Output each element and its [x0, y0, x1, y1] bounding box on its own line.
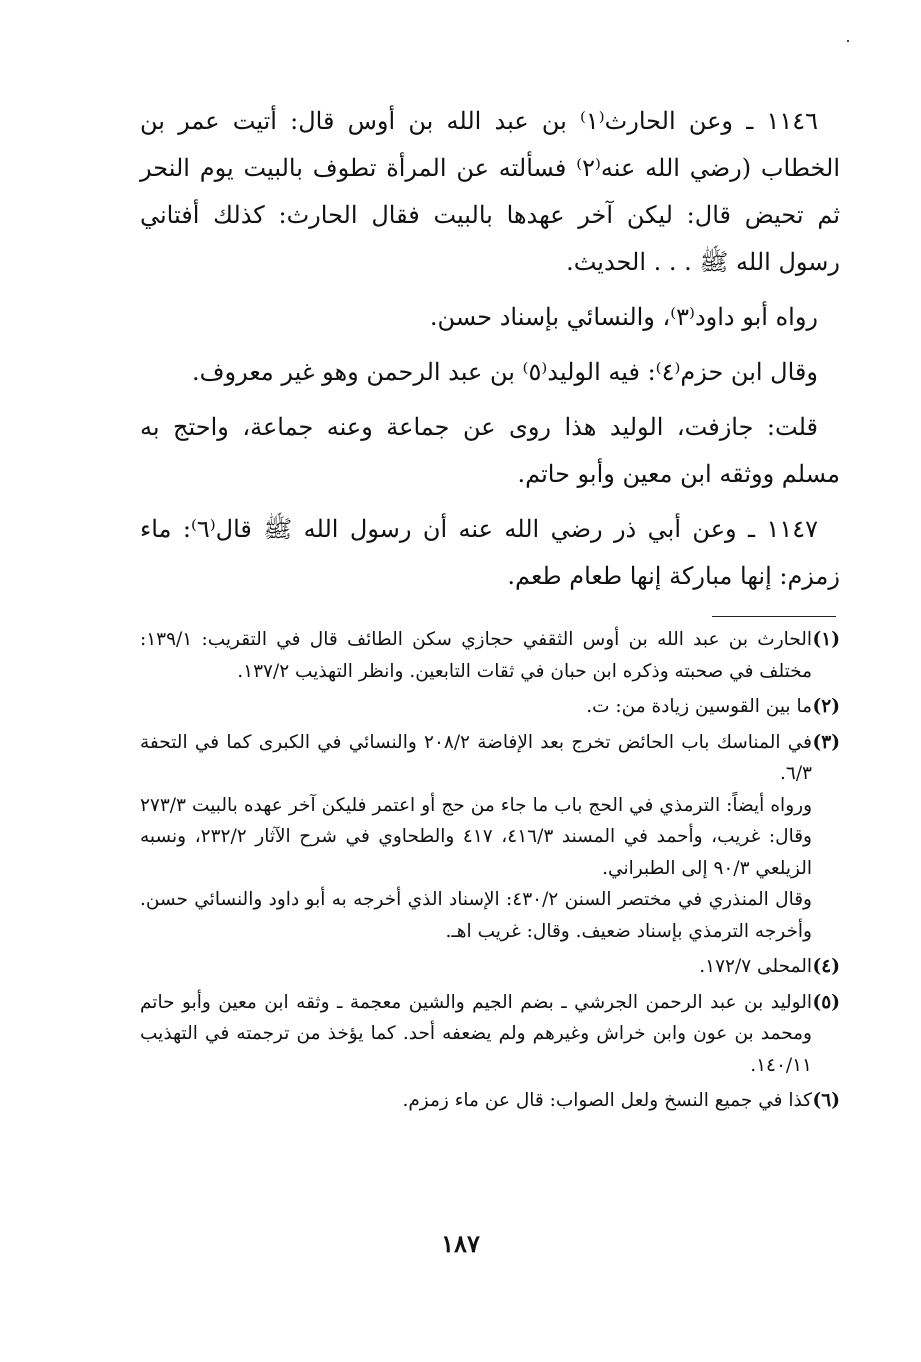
footnote-text: الوليد بن عبد الرحمن الجرشي ـ بضم الجيم والشين معجمة ـ وثقه ابن معين وأبو حاتم ومحمد بن عون وابن خراش وغيرهم ولم يضعفه أحد. كما يؤخذ من ترجمته في التهذيب ١٤٠/١١. [140, 991, 812, 1076]
footnote-text: كذا في جميع النسخ ولعل الصواب: قال عن ماء زمزم. [402, 1090, 812, 1111]
author-rebuttal: قلت: جازفت، الوليد هذا روى عن جماعة وعنه جماعة، واحتج به مسلم ووثقه ابن معين وأبو حاتم. [140, 413, 840, 488]
footnote-text: في المناسك باب الحائض تخرج بعد الإفاضة ٢٠٨/٢ والنسائي في الكبرى كما في التحفة ٦/٣. [140, 731, 812, 784]
footnote-5 [140, 987, 840, 1082]
footnote-marker: (٤) [812, 956, 840, 977]
footnote-marker: (٥) [812, 991, 840, 1013]
footnote-marker: (٢) [812, 696, 840, 717]
footnote-6 [140, 1085, 840, 1117]
page-number: ١٨٧ [441, 1229, 480, 1258]
footnote-text: الحارث بن عبد الله بن أوس الثقفي حجازي سكن الطائف قال في التقريب: ١٣٩/١: مختلف في صحبته وذكره ابن حبان في ثقات التابعين. وانظر التهذيب ١٣٧/٢. [140, 629, 812, 682]
ibn-hazm-comment: وقال ابن حزم⁽٤⁾: فيه الوليد⁽٥⁾ بن عبد الرحمن وهو غير معروف. [192, 358, 818, 386]
hadith-1146: ١١٤٦ ـ وعن الحارث⁽١⁾ بن عبد الله بن أوس قال: أتيت عمر بن الخطاب (رضي الله عنه⁽٢⁾ فسألته عن المرأة تطوف بالبيت يوم النحر ثم تحيض قال: ليكن آخر عهدها بالبيت فقال الحارث: كذلك أفتاني رسول الله ﷺ . . . الحديث. [140, 107, 840, 276]
hadith-1147: ١١٤٧ ـ وعن أبي ذر رضي الله عنه أن رسول الله ﷺ قال⁽٦⁾: ماء زمزم: إنها مباركة إنها طعام طعم. [140, 515, 840, 590]
footnote-text: ما بين القوسين زيادة من: ت. [586, 696, 812, 717]
footnote-2 [140, 691, 840, 723]
footnote-text: ورواه أيضاً: الترمذي في الحج باب ما جاء من حج أو اعتمر فليكن آخر عهده بالبيت ٢٧٣/٣ وقال: غريب، وأحمد في المسند ٤١٦/٣، ٤١٧ والطحاوي في شرح الآثار ٢٣٢/٢، ونسبه الزيلعي ٩٠/٣ إلى الطبراني. [140, 794, 812, 879]
footnote-marker: (٦) [812, 1090, 840, 1111]
footnote-3 [140, 727, 840, 948]
footnote-text: وقال المنذري في مختصر السنن ٤٣٠/٢: الإسناد الذي أخرجه به أبو داود والنسائي حسن. وأخرجه الترمذي بإسناد ضعيف. وقال: غريب اهـ. [140, 889, 812, 942]
narration-note: رواه أبو داود⁽٣⁾، والنسائي بإسناد حسن. [429, 303, 818, 331]
footnote-marker: (٣) [812, 731, 840, 753]
scan-speck [847, 40, 849, 42]
footnote-separator [712, 616, 836, 617]
footnote-4 [140, 951, 840, 983]
footnote-1 [140, 624, 840, 687]
footnotes [140, 624, 840, 1121]
footnote-text: المحلى ١٧٢/٧. [699, 956, 812, 977]
main-text [140, 98, 840, 608]
footnote-marker: (١) [812, 629, 840, 650]
